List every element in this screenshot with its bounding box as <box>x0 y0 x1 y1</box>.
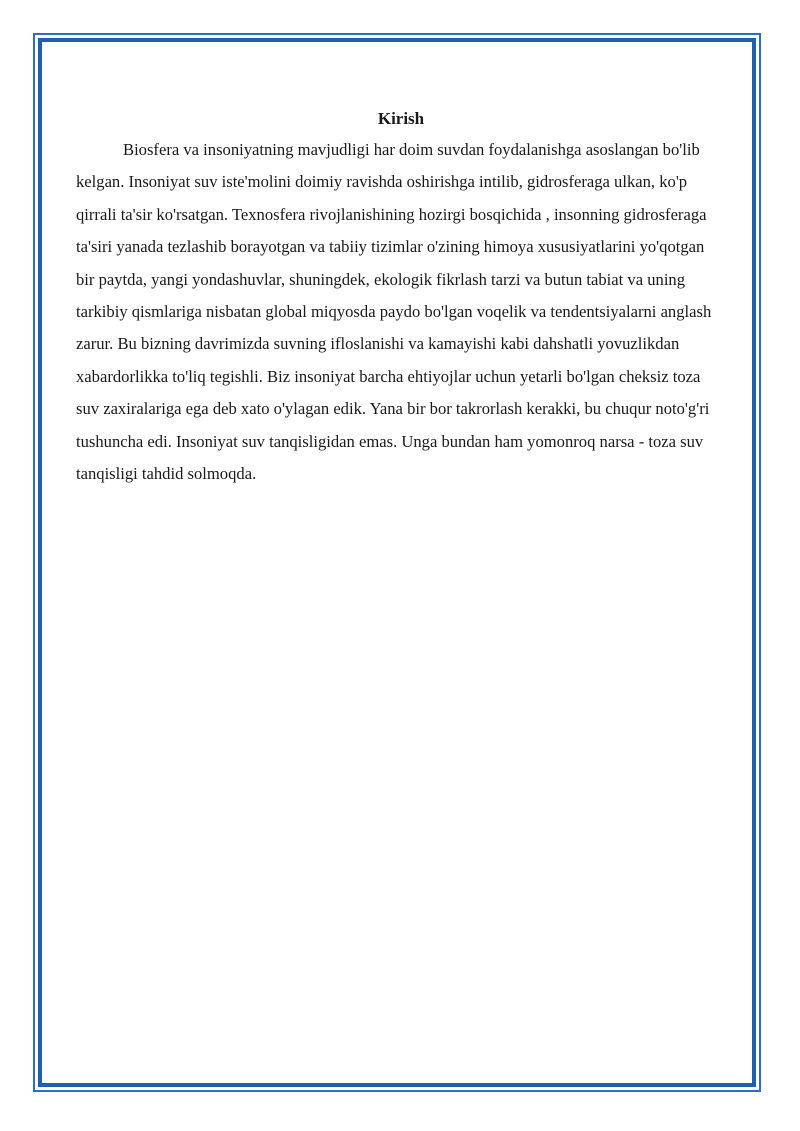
document-paragraph: Biosfera va insoniyatning mavjudligi har doim suvdan foydalanishga asoslangan bo'lib kelgan. Insoniyat suv iste'molini doimiy ravishda oshirishga intilib, gidrosferaga ulkan, ko'p qirrali ta'sir ko'rsatgan. Texnosfera rivojlanishining hozirgi bosqichida , insonning gidrosferaga ta'siri yanada tezlashib borayotgan va tabiiy tizimlar o'zining himoya xususiyatlarini yo'qotgan bir paytda, yangi yondashuvlar, shuningdek, ekologik fikrlash tarzi va butun tabiat va uning tarkibiy qismlariga nisbatan global miqyosda paydo bo'lgan voqelik va tendentsiyalarni anglash zarur. Bu bizning davrimizda suvning ifloslanishi va kamayishi kabi dahshatli yovuzlikdan xabardorlikka to'liq tegishli. Biz insoniyat barcha ehtiyojlar uchun yetarli bo'lgan cheksiz toza suv zaxiralariga ega deb xato o'ylagan edik. Yana bir bor takrorlash kerakki, bu chuqur noto'g'ri tushuncha edi. Insoniyat suv tanqisligidan emas. Unga bundan ham yomonroq narsa - toza suv tanqisligi tahdid solmoqda. <box>76 140 712 484</box>
document-heading: Kirish <box>377 109 425 128</box>
document-body <box>76 106 726 490</box>
